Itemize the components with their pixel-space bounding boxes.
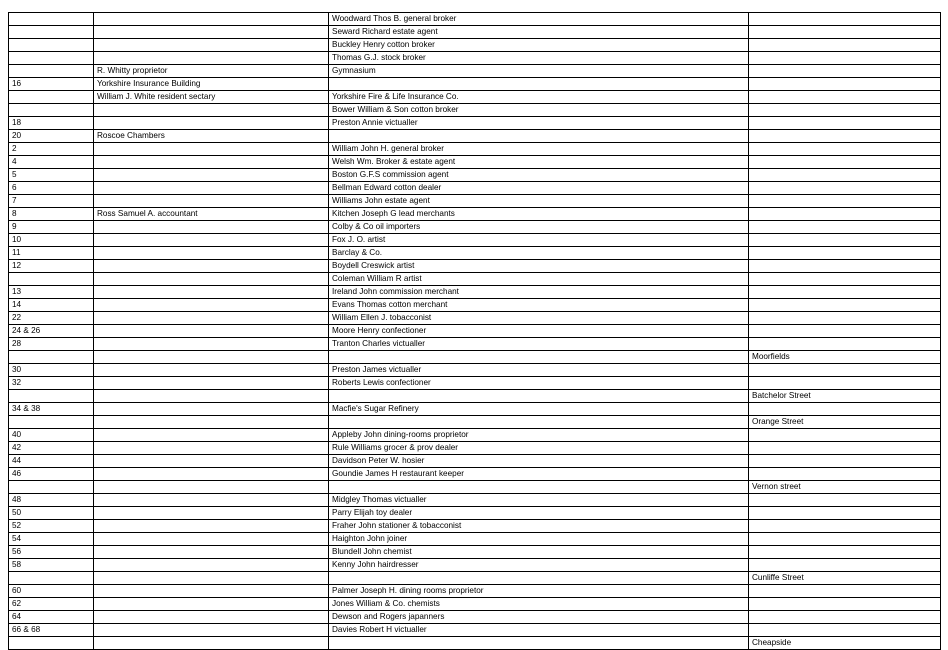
cell-occupant: Barclay & Co. bbox=[329, 247, 749, 260]
cell-number bbox=[9, 13, 94, 26]
cell-number: 40 bbox=[9, 429, 94, 442]
cell-occupant: Boston G.F.S commission agent bbox=[329, 169, 749, 182]
cell-building bbox=[94, 195, 329, 208]
cell-number bbox=[9, 91, 94, 104]
table-row bbox=[9, 130, 941, 143]
cell-street: Moorfields bbox=[749, 351, 941, 364]
directory-table bbox=[8, 12, 941, 650]
cell-building bbox=[94, 143, 329, 156]
cell-street bbox=[749, 221, 941, 234]
cell-occupant bbox=[329, 390, 749, 403]
cell-number: 44 bbox=[9, 455, 94, 468]
cell-number bbox=[9, 481, 94, 494]
table-row bbox=[9, 234, 941, 247]
cell-occupant: Roberts Lewis confectioner bbox=[329, 377, 749, 390]
cell-street bbox=[749, 91, 941, 104]
table-row bbox=[9, 468, 941, 481]
cell-building bbox=[94, 429, 329, 442]
cell-building bbox=[94, 260, 329, 273]
table-row bbox=[9, 286, 941, 299]
cell-number bbox=[9, 637, 94, 650]
cell-occupant: Haighton John joiner bbox=[329, 533, 749, 546]
cell-number: 54 bbox=[9, 533, 94, 546]
cell-number: 28 bbox=[9, 338, 94, 351]
table-row bbox=[9, 520, 941, 533]
cell-occupant: Evans Thomas cotton merchant bbox=[329, 299, 749, 312]
table-row bbox=[9, 559, 941, 572]
table-row bbox=[9, 91, 941, 104]
cell-street bbox=[749, 312, 941, 325]
cell-building bbox=[94, 234, 329, 247]
cell-building bbox=[94, 221, 329, 234]
cell-occupant: Davies Robert H victualler bbox=[329, 624, 749, 637]
table-row bbox=[9, 117, 941, 130]
cell-street bbox=[749, 143, 941, 156]
table-row bbox=[9, 507, 941, 520]
cell-number: 4 bbox=[9, 156, 94, 169]
cell-building bbox=[94, 416, 329, 429]
cell-street bbox=[749, 169, 941, 182]
cell-street bbox=[749, 117, 941, 130]
cell-street bbox=[749, 533, 941, 546]
cell-occupant: Blundell John chemist bbox=[329, 546, 749, 559]
cell-occupant bbox=[329, 572, 749, 585]
cell-building bbox=[94, 559, 329, 572]
cell-building bbox=[94, 611, 329, 624]
cell-occupant: Moore Henry confectioner bbox=[329, 325, 749, 338]
table-row bbox=[9, 273, 941, 286]
cell-street bbox=[749, 13, 941, 26]
table-row bbox=[9, 221, 941, 234]
cell-number bbox=[9, 65, 94, 78]
cell-street bbox=[749, 325, 941, 338]
cell-number: 7 bbox=[9, 195, 94, 208]
cell-number: 9 bbox=[9, 221, 94, 234]
table-row bbox=[9, 104, 941, 117]
cell-street bbox=[749, 546, 941, 559]
cell-occupant: Ireland John commission merchant bbox=[329, 286, 749, 299]
cell-occupant bbox=[329, 351, 749, 364]
cell-street bbox=[749, 65, 941, 78]
cell-number: 34 & 38 bbox=[9, 403, 94, 416]
cell-street bbox=[749, 364, 941, 377]
cell-street: Cheapside bbox=[749, 637, 941, 650]
cell-number: 22 bbox=[9, 312, 94, 325]
cell-number bbox=[9, 572, 94, 585]
cell-number: 10 bbox=[9, 234, 94, 247]
cell-number bbox=[9, 26, 94, 39]
cell-occupant: Palmer Joseph H. dining rooms proprietor bbox=[329, 585, 749, 598]
table-row bbox=[9, 624, 941, 637]
cell-occupant: Tranton Charles victualler bbox=[329, 338, 749, 351]
cell-number bbox=[9, 390, 94, 403]
table-row bbox=[9, 364, 941, 377]
cell-street bbox=[749, 78, 941, 91]
cell-building bbox=[94, 39, 329, 52]
cell-occupant: Buckley Henry cotton broker bbox=[329, 39, 749, 52]
cell-occupant: Boydell Creswick artist bbox=[329, 260, 749, 273]
cell-occupant: Dewson and Rogers japanners bbox=[329, 611, 749, 624]
cell-occupant: Macfie's Sugar Refinery bbox=[329, 403, 749, 416]
cell-street bbox=[749, 26, 941, 39]
cell-street bbox=[749, 130, 941, 143]
cell-building bbox=[94, 403, 329, 416]
cell-street bbox=[749, 39, 941, 52]
table-row bbox=[9, 312, 941, 325]
cell-building bbox=[94, 325, 329, 338]
cell-street bbox=[749, 104, 941, 117]
cell-occupant: Yorkshire Fire & Life Insurance Co. bbox=[329, 91, 749, 104]
table-row bbox=[9, 494, 941, 507]
cell-number: 13 bbox=[9, 286, 94, 299]
cell-number: 62 bbox=[9, 598, 94, 611]
cell-occupant: Goundie James H restaurant keeper bbox=[329, 468, 749, 481]
cell-street bbox=[749, 559, 941, 572]
cell-street bbox=[749, 611, 941, 624]
cell-number bbox=[9, 39, 94, 52]
cell-street bbox=[749, 338, 941, 351]
cell-street bbox=[749, 195, 941, 208]
cell-occupant: Davidson Peter W. hosier bbox=[329, 455, 749, 468]
cell-number: 8 bbox=[9, 208, 94, 221]
cell-building bbox=[94, 312, 329, 325]
cell-building bbox=[94, 377, 329, 390]
cell-building bbox=[94, 520, 329, 533]
cell-street bbox=[749, 377, 941, 390]
cell-number: 18 bbox=[9, 117, 94, 130]
cell-number: 14 bbox=[9, 299, 94, 312]
cell-street bbox=[749, 494, 941, 507]
cell-building bbox=[94, 455, 329, 468]
cell-street bbox=[749, 260, 941, 273]
cell-number bbox=[9, 52, 94, 65]
table-row bbox=[9, 377, 941, 390]
cell-building bbox=[94, 273, 329, 286]
cell-building bbox=[94, 546, 329, 559]
cell-building bbox=[94, 182, 329, 195]
cell-occupant: Seward Richard estate agent bbox=[329, 26, 749, 39]
cell-building bbox=[94, 26, 329, 39]
cell-building: Roscoe Chambers bbox=[94, 130, 329, 143]
table-row bbox=[9, 182, 941, 195]
cell-number: 56 bbox=[9, 546, 94, 559]
table-row bbox=[9, 533, 941, 546]
cell-building bbox=[94, 572, 329, 585]
cell-street bbox=[749, 429, 941, 442]
cell-building bbox=[94, 468, 329, 481]
cell-street bbox=[749, 299, 941, 312]
cell-building bbox=[94, 52, 329, 65]
table-row bbox=[9, 26, 941, 39]
cell-street bbox=[749, 273, 941, 286]
cell-building bbox=[94, 533, 329, 546]
cell-occupant: Gymnasium bbox=[329, 65, 749, 78]
cell-street bbox=[749, 507, 941, 520]
cell-building bbox=[94, 13, 329, 26]
cell-building bbox=[94, 169, 329, 182]
table-row bbox=[9, 156, 941, 169]
table-row bbox=[9, 78, 941, 91]
cell-building bbox=[94, 494, 329, 507]
cell-occupant: Woodward Thos B. general broker bbox=[329, 13, 749, 26]
table-row bbox=[9, 585, 941, 598]
cell-building bbox=[94, 442, 329, 455]
table-row bbox=[9, 52, 941, 65]
cell-street bbox=[749, 598, 941, 611]
table-row bbox=[9, 13, 941, 26]
cell-occupant bbox=[329, 416, 749, 429]
cell-building: Yorkshire Insurance Building bbox=[94, 78, 329, 91]
cell-occupant bbox=[329, 637, 749, 650]
cell-street bbox=[749, 52, 941, 65]
cell-number: 58 bbox=[9, 559, 94, 572]
table-row bbox=[9, 247, 941, 260]
cell-building bbox=[94, 598, 329, 611]
cell-street bbox=[749, 286, 941, 299]
cell-building bbox=[94, 156, 329, 169]
table-row bbox=[9, 338, 941, 351]
cell-occupant: Bellman Edward cotton dealer bbox=[329, 182, 749, 195]
table-row bbox=[9, 260, 941, 273]
cell-occupant: Welsh Wm. Broker & estate agent bbox=[329, 156, 749, 169]
cell-building bbox=[94, 117, 329, 130]
table-row bbox=[9, 637, 941, 650]
cell-street bbox=[749, 520, 941, 533]
table-row bbox=[9, 208, 941, 221]
table-row bbox=[9, 39, 941, 52]
table-row bbox=[9, 351, 941, 364]
cell-street bbox=[749, 156, 941, 169]
table-row bbox=[9, 169, 941, 182]
cell-building: Ross Samuel A. accountant bbox=[94, 208, 329, 221]
cell-building bbox=[94, 390, 329, 403]
cell-occupant: Rule Williams grocer & prov dealer bbox=[329, 442, 749, 455]
table-row bbox=[9, 416, 941, 429]
cell-number: 64 bbox=[9, 611, 94, 624]
cell-occupant: Colby & Co oil importers bbox=[329, 221, 749, 234]
cell-street: Cunliffe Street bbox=[749, 572, 941, 585]
cell-number: 32 bbox=[9, 377, 94, 390]
cell-building bbox=[94, 637, 329, 650]
cell-street bbox=[749, 182, 941, 195]
cell-occupant: Williams John estate agent bbox=[329, 195, 749, 208]
cell-street: Orange Street bbox=[749, 416, 941, 429]
cell-occupant: Kenny John hairdresser bbox=[329, 559, 749, 572]
table-row bbox=[9, 442, 941, 455]
cell-occupant: Preston James victualler bbox=[329, 364, 749, 377]
cell-number: 52 bbox=[9, 520, 94, 533]
cell-occupant: Bower William & Son cotton broker bbox=[329, 104, 749, 117]
cell-building: R. Whitty proprietor bbox=[94, 65, 329, 78]
cell-street bbox=[749, 585, 941, 598]
cell-occupant: William John H. general broker bbox=[329, 143, 749, 156]
table-row bbox=[9, 325, 941, 338]
cell-number: 30 bbox=[9, 364, 94, 377]
cell-number bbox=[9, 104, 94, 117]
cell-number: 16 bbox=[9, 78, 94, 91]
cell-occupant: Midgley Thomas victualler bbox=[329, 494, 749, 507]
cell-number: 24 & 26 bbox=[9, 325, 94, 338]
cell-number: 5 bbox=[9, 169, 94, 182]
cell-number: 6 bbox=[9, 182, 94, 195]
cell-street: Batchelor Street bbox=[749, 390, 941, 403]
cell-number: 60 bbox=[9, 585, 94, 598]
cell-building bbox=[94, 507, 329, 520]
cell-street bbox=[749, 208, 941, 221]
cell-number: 46 bbox=[9, 468, 94, 481]
directory-table-body bbox=[9, 13, 941, 650]
cell-street bbox=[749, 403, 941, 416]
table-row bbox=[9, 572, 941, 585]
cell-building bbox=[94, 286, 329, 299]
cell-occupant bbox=[329, 78, 749, 91]
table-row bbox=[9, 429, 941, 442]
cell-occupant: Fox J. O. artist bbox=[329, 234, 749, 247]
cell-building bbox=[94, 247, 329, 260]
cell-building bbox=[94, 481, 329, 494]
cell-number bbox=[9, 273, 94, 286]
cell-street bbox=[749, 442, 941, 455]
cell-occupant: Jones William & Co. chemists bbox=[329, 598, 749, 611]
table-row bbox=[9, 299, 941, 312]
cell-occupant: Appleby John dining-rooms proprietor bbox=[329, 429, 749, 442]
cell-number: 50 bbox=[9, 507, 94, 520]
cell-occupant bbox=[329, 130, 749, 143]
cell-building bbox=[94, 299, 329, 312]
cell-building bbox=[94, 351, 329, 364]
cell-occupant bbox=[329, 481, 749, 494]
table-row bbox=[9, 143, 941, 156]
table-row bbox=[9, 546, 941, 559]
cell-number: 20 bbox=[9, 130, 94, 143]
cell-building bbox=[94, 338, 329, 351]
cell-occupant: Thomas G.J. stock broker bbox=[329, 52, 749, 65]
cell-occupant: Preston Annie victualler bbox=[329, 117, 749, 130]
table-row bbox=[9, 65, 941, 78]
table-row bbox=[9, 455, 941, 468]
cell-street bbox=[749, 234, 941, 247]
table-row bbox=[9, 611, 941, 624]
cell-occupant: William Ellen J. tobacconist bbox=[329, 312, 749, 325]
cell-number: 12 bbox=[9, 260, 94, 273]
cell-street bbox=[749, 468, 941, 481]
cell-street bbox=[749, 455, 941, 468]
cell-building bbox=[94, 585, 329, 598]
cell-occupant: Fraher John stationer & tobacconist bbox=[329, 520, 749, 533]
cell-number: 2 bbox=[9, 143, 94, 156]
cell-number: 11 bbox=[9, 247, 94, 260]
table-row bbox=[9, 403, 941, 416]
cell-number bbox=[9, 351, 94, 364]
table-row bbox=[9, 481, 941, 494]
cell-occupant: Coleman William R artist bbox=[329, 273, 749, 286]
cell-street bbox=[749, 624, 941, 637]
table-row bbox=[9, 390, 941, 403]
table-row bbox=[9, 195, 941, 208]
cell-building: William J. White resident sectary bbox=[94, 91, 329, 104]
cell-building bbox=[94, 364, 329, 377]
cell-number bbox=[9, 416, 94, 429]
cell-number: 48 bbox=[9, 494, 94, 507]
cell-number: 42 bbox=[9, 442, 94, 455]
cell-street bbox=[749, 247, 941, 260]
cell-building bbox=[94, 104, 329, 117]
table-row bbox=[9, 598, 941, 611]
cell-number: 66 & 68 bbox=[9, 624, 94, 637]
cell-occupant: Parry Elijah toy dealer bbox=[329, 507, 749, 520]
cell-occupant: Kitchen Joseph G lead merchants bbox=[329, 208, 749, 221]
cell-building bbox=[94, 624, 329, 637]
cell-street: Vernon street bbox=[749, 481, 941, 494]
